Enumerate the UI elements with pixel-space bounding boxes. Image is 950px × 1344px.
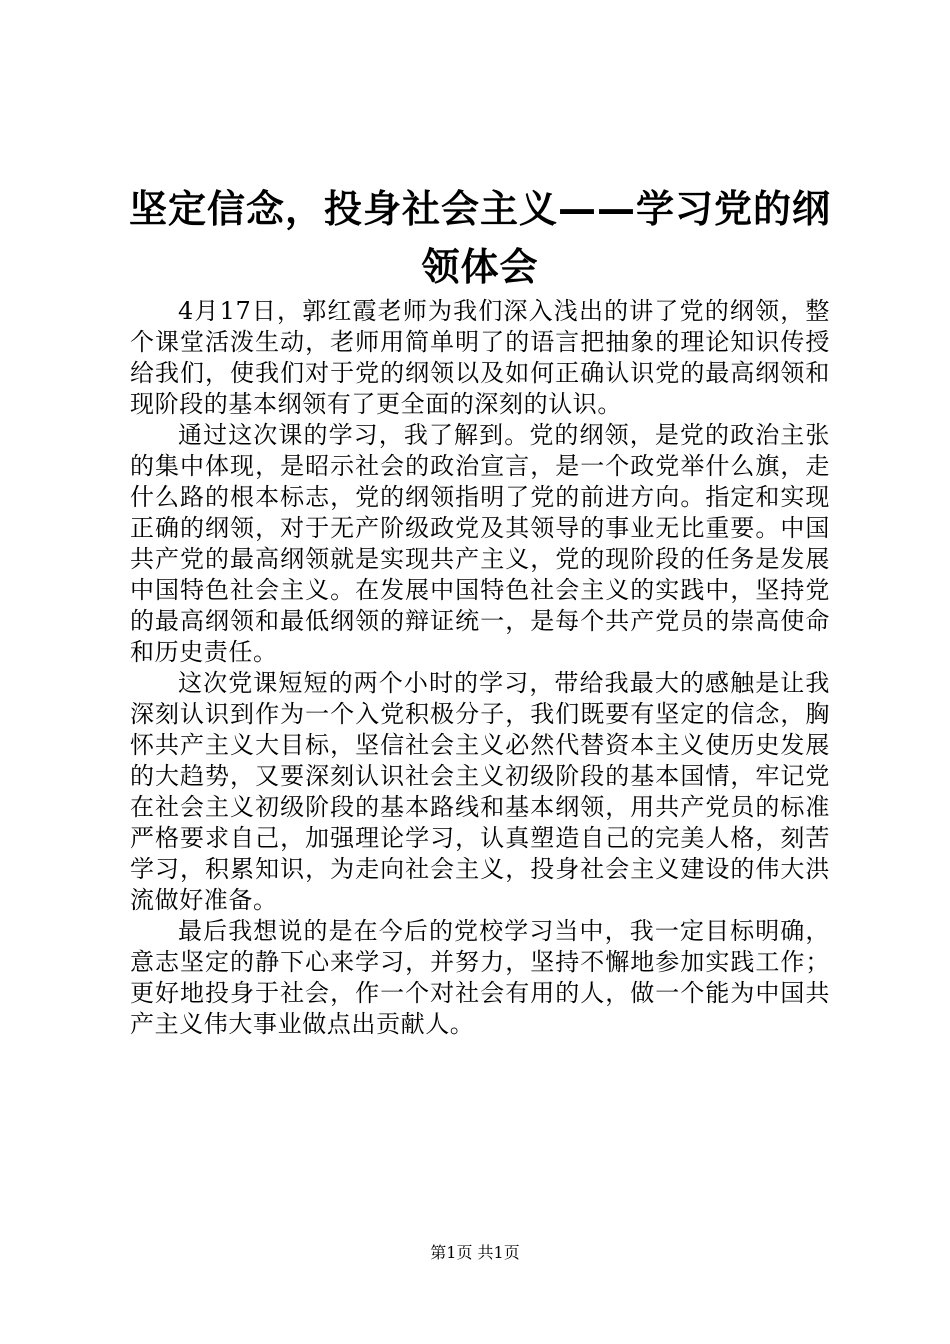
paragraph-1: 4月17日，郭红霞老师为我们深入浅出的讲了党的纲领，整个课堂活泼生动，老师用简单明了的语言把抽象的理论知识传授给我们，使我们对于党的纲领以及如何正确认识党的最高纲领和现阶段的基本纲领有了更全面的深刻的认识。 [130, 297, 830, 418]
paragraph-4: 最后我想说的是在今后的党校学习当中，我一定目标明确，意志坚定的静下心来学习，并努力，坚持不懈地参加实践工作；更好地投身于社会，作一个对社会有用的人，做一个能为中国共产主义伟大事业做点出贡献人。 [130, 917, 830, 1038]
paragraph-2: 通过这次课的学习，我了解到。党的纲领，是党的政治主张的集中体现，是昭示社会的政治宣言，是一个政党举什么旗，走什么路的根本标志，党的纲领指明了党的前进方向。指定和实现正确的纲领，对于无产阶级政党及其领导的事业无比重要。中国共产党的最高纲领就是实现共产主义，党的现阶段的任务是发展中国特色社会主义。在发展中国特色社会主义的实践中，坚持党的最高纲领和最低纲领的辩证统一，是每个共产党员的崇高使命和历史责任。 [130, 421, 830, 666]
page-number-footer: 第1页 共1页 [430, 1243, 520, 1262]
document-title: 坚定信念，投身社会主义——学习党的纲领体会 [128, 187, 831, 289]
document-body [130, 296, 830, 1040]
paragraph-3: 这次党课短短的两个小时的学习，带给我最大的感触是让我深刻认识到作为一个入党积极分子，我们既要有坚定的信念，胸怀共产主义大目标，坚信社会主义必然代替资本主义使历史发展的大趋势，又要深刻认识社会主义初级阶段的基本国情，牢记党在社会主义初级阶段的基本路线和基本纲领，用共产党员的标准严格要求自己，加强理论学习，认真塑造自己的完美人格，刻苦学习，积累知识，为走向社会主义，投身社会主义建设的伟大洪流做好准备。 [130, 669, 830, 914]
